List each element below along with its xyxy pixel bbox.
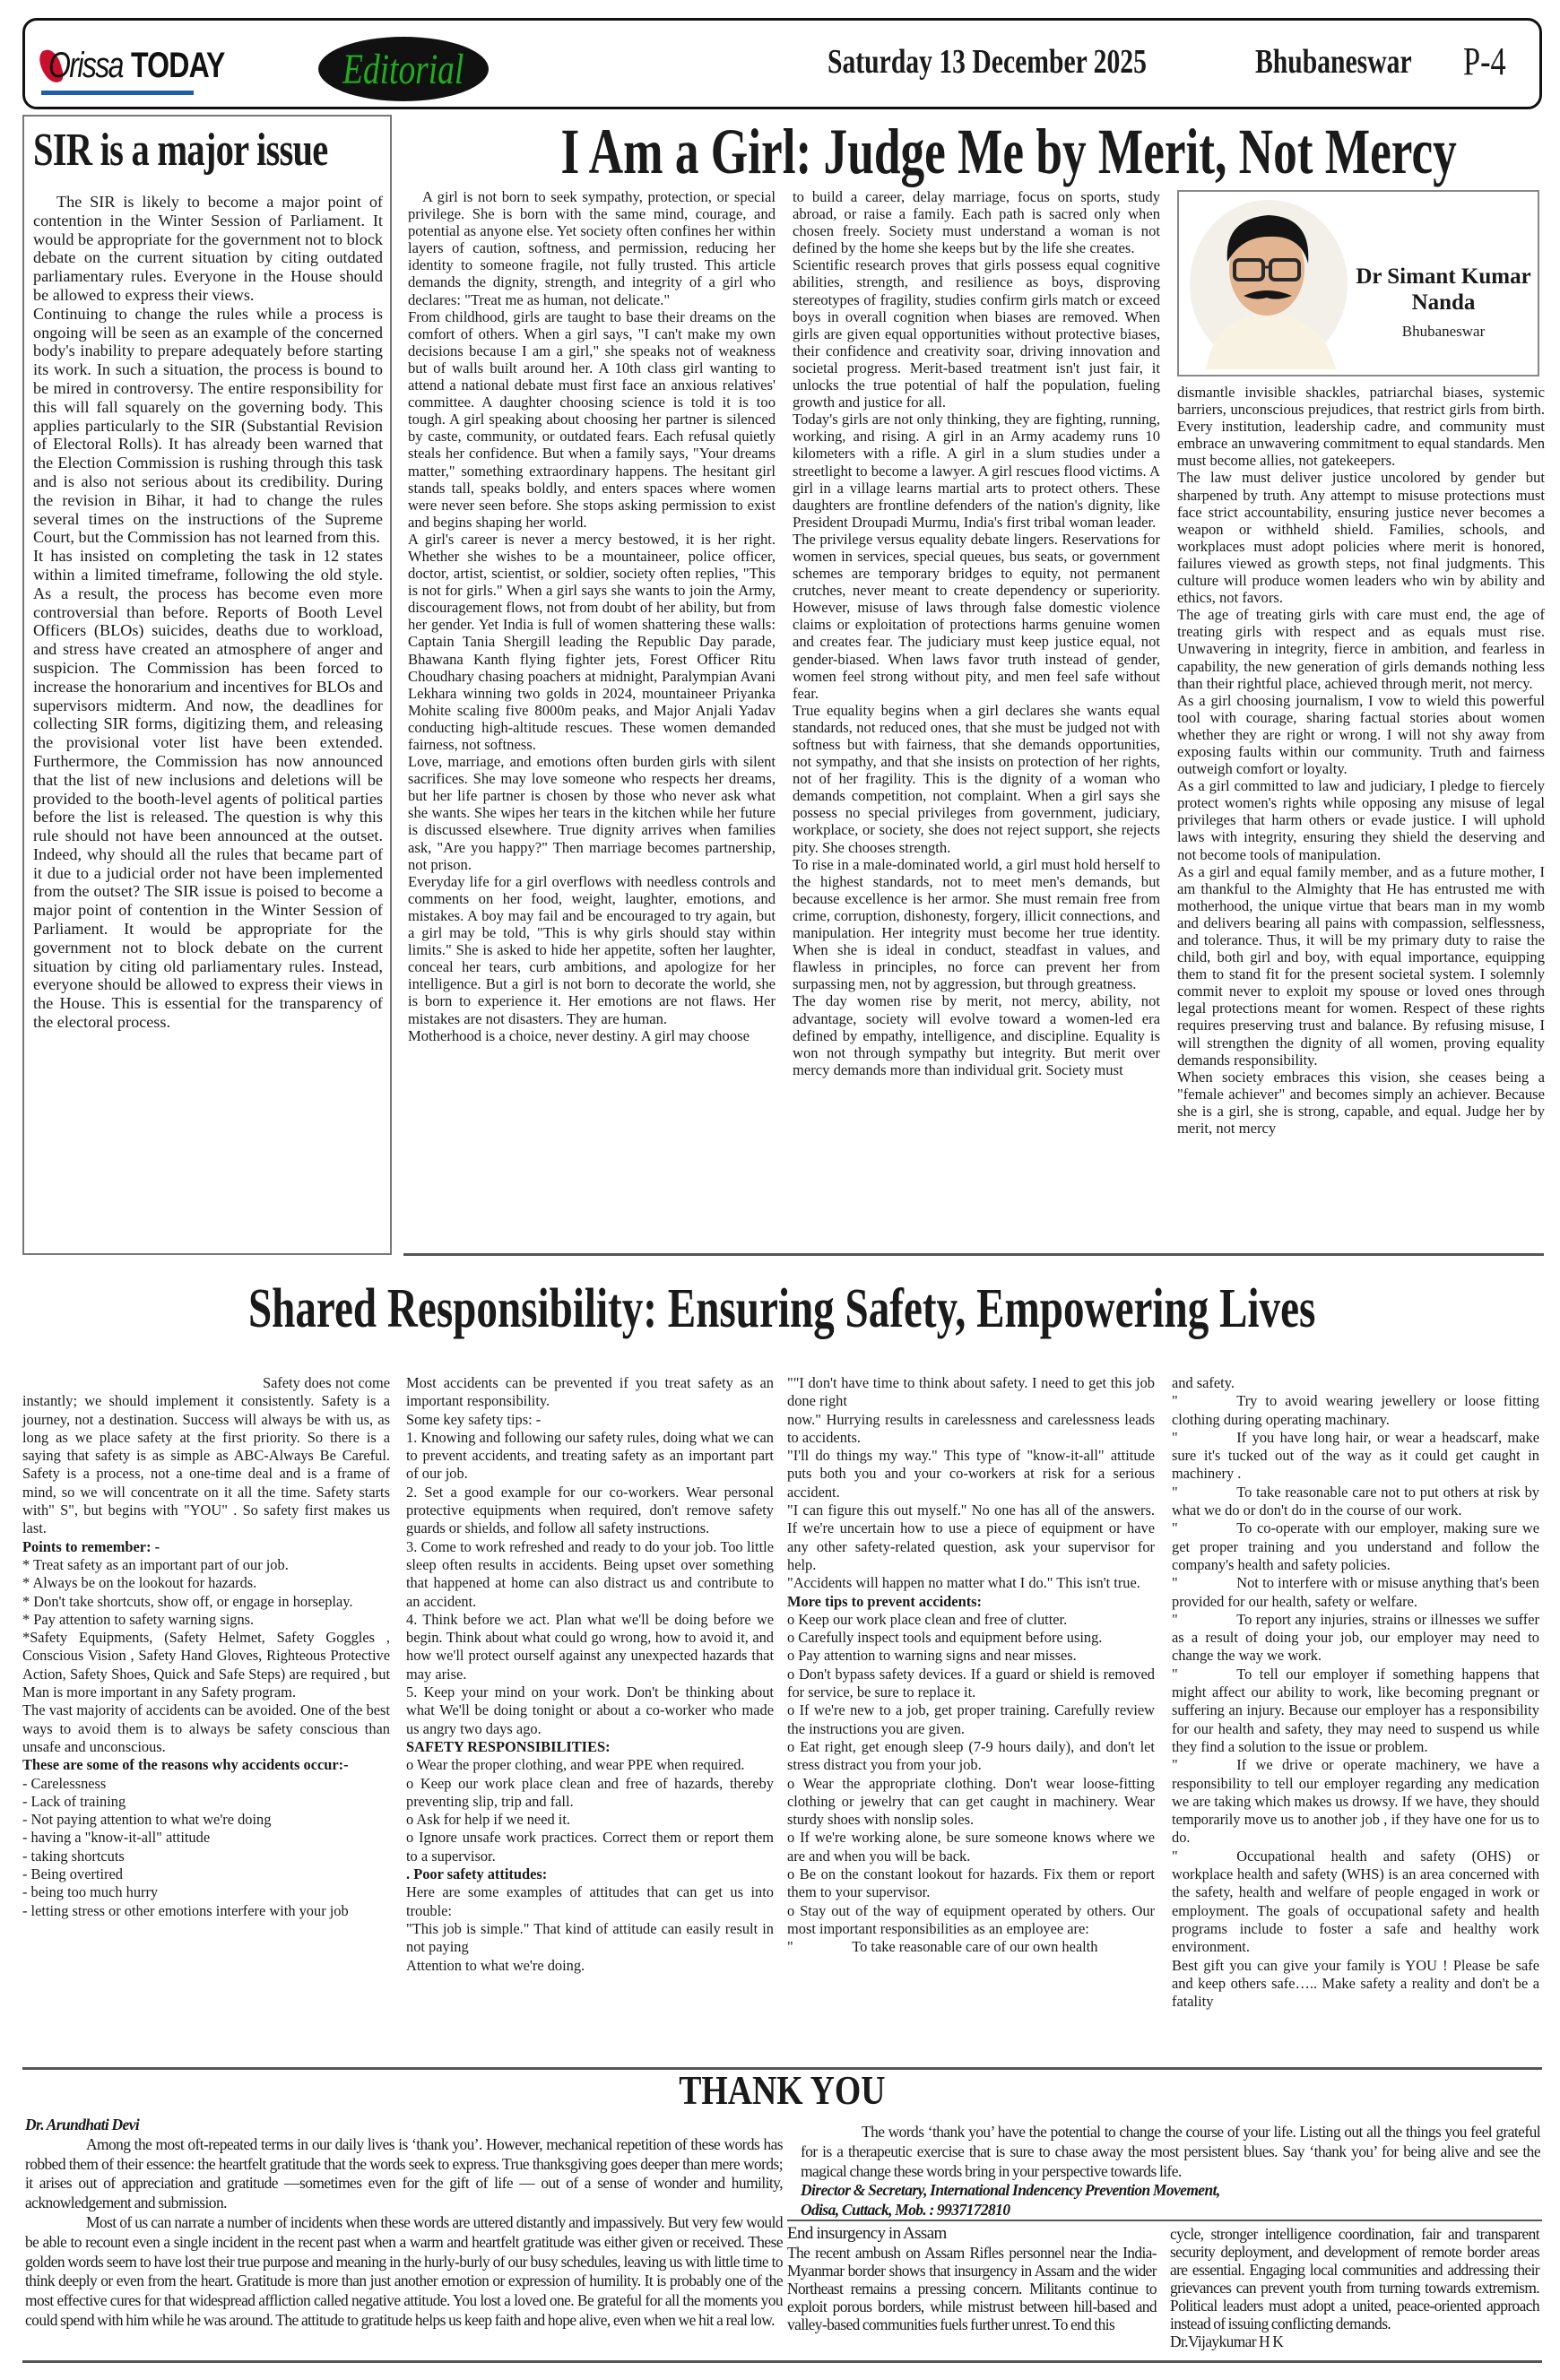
paragraph: From childhood, girls are taught to base their dreams on the comfort of others. When a girl says, "I can't make my own decisions because I am a girl," she speaks not of weakness but of walls built around her. A 10th class girl wanting to attend a national debate must first face an anxious relatives' committee. A daughter choosing science is told it is too tough. A girl speaking about choosing her partner is silenced by caste, community, or outdated fears. Each refusal quietly steals her confidence. But when a family says, "Your dreams matter," something extraordinary happens. The hesitant girl stands tall, speaks boldly, and enters spaces where women were never seen before. She stops asking permission to exist and begins shaping her world.: [408, 307, 776, 531]
letter-column-2: [1170, 2225, 1539, 2350]
paragraph: A girl's career is never a mercy bestowed, it is her right. Whether she wishes to be a mountaineer, police officer, doctor, artist, scientist, or soldier, society often replies, "This is not for girls." When a girl says she wants to join the Army, discouragement flows, not from doubt of her ability, but from her gender. Yet India is full of women shattering these walls: Captain Tania Shergill leading the Republic Day parade, Bhawana Kanth flying fighter jets, Forest Officer Ritu Choudhary chasing poachers at midnight, Paralympian Avani Lekhara winning two golds in 2024, mountaineer Priyanka Mohite scaling five 8000m peaks, and Major Anjali Yadav conducting high-altitude rescues. These women demanded fairness, not softness.: [408, 530, 776, 753]
author-credit: Director & Secretary, International Indencency Prevention Movement,: [801, 2181, 1220, 2200]
safety-column-1: [22, 1374, 390, 1920]
paragraph: - Carelessness: [22, 1774, 107, 1792]
thankyou-body-left: [25, 2135, 783, 2331]
safety-column-2: [406, 1374, 774, 1975]
paragraph: - taking shortcuts: [22, 1847, 125, 1865]
paragraph: It has insisted on completing the task in 12 states within a limited timeframe, following the old style. As a result, the process has become even more controversial than before. Reports of Booth Level Officers (BLOs) suicides, deaths due to workload, and stress have created an atmosphere of anger and suspicion. The Commission has been forced to increase the honorarium and incentives for BLOs and supervisors midterm. And now, the deadlines for collecting SIR forms, digitizing them, and releasing the provisional voter list have been extended. Furthermore, the Commission has now announced that the list of new inclusions and deletions will be provided to the booth-level agents of political parties before the list is released. The question is why this rule should not have been announced at the outset. Indeed, why should all the rules that became part of it due to a judicial order not have been implemented from the outset? The SIR issue is poised to become a major point of contention in the Winter Session of Parliament. It would be appropriate for the government not to block debate on the current situation by citing old parliamentary rules. Instead, everyone should be allowed to express their views in the House. This is essential for the transparency of the electoral process.: [33, 547, 383, 1032]
section-badge: [318, 37, 489, 101]
paragraph: o Ask for help if we need it.: [406, 1811, 570, 1829]
author-name: Dr Simant Kumar Nanda: [1356, 264, 1531, 315]
paragraph: * Always be on the lookout for hazards.: [22, 1574, 257, 1592]
paragraph: dismantle invisible shackles, patriarchal biases, systemic barriers, unconscious prejudices, that restrict girls from birth. Every institution, leadership cadre, and community must embrace an unwavering commitment to equal standards. Men must become allies, not gatekeepers.: [1177, 384, 1545, 470]
paragraph: o Be on the constant lookout for hazards. Fix them or report them to your supervisor.: [787, 1865, 1155, 1901]
paragraph: 4. Think before we act. Plan what we'll be doing before we begin. Think about what could go wrong, how to avoid it, and how we'll protect ourself against any unexpected hazards that may arise.: [406, 1610, 774, 1683]
divider: [22, 2360, 1542, 2363]
paragraph: The SIR is likely to become a major point of contention in the Winter Session of Parliament. It would be appropriate for the government not to block debate on the current situation by citing outdated parliamentary rules. Everyone in the House should be allowed to express their views.: [33, 193, 383, 304]
paragraph: * Don't take shortcuts, show off, or engage in horseplay.: [22, 1592, 353, 1610]
paragraph: ""I don't have time to think about safety. I need to get this job done right: [787, 1374, 1155, 1410]
paragraph: The vast majority of accidents can be avoided. One of the best ways to avoid them is to always be safety conscious than unsafe and unconscious.: [22, 1701, 390, 1755]
letter-column-1: [787, 2225, 1157, 2333]
author-contact: Odisa, Cuttack, Mob. : 9937172810: [801, 2201, 1010, 2220]
paragraph: - Lack of training: [22, 1792, 126, 1810]
paragraph: " Try to avoid wearing jewellery or loose fitting clothing during operating machinary.: [1172, 1392, 1539, 1428]
paragraph: "I'll do things my way." This type of "know-it-all" attitude puts both you and your co-workers at risk for a serious accident.: [787, 1447, 1155, 1501]
paragraph: - letting stress or other emotions interfere with your job: [22, 1901, 349, 1919]
paragraph: " If you have long hair, or wear a headscarf, make sure it's tucked out of the way as it could get caught in machinery .: [1172, 1428, 1539, 1483]
paragraph: o Carefully inspect tools and equipment before using.: [787, 1629, 1103, 1647]
paragraph: * Pay attention to safety warning signs.: [22, 1610, 255, 1628]
paragraph: "I can figure this out myself." No one has all of the answers. If we're uncertain how to use a piece of equipment or have any other safety-related question, ask your supervisor for help.: [787, 1502, 1155, 1573]
paragraph: Scientific research proves that girls possess equal cognitive abilities, strength, and resilience as boys, disproving stereotypes of fragility, studies confirm girls match or exceed boys in overall cognition when biases are removed. When girls are given equal opportunities without protective biases, their confidence and creativity soar, driving innovation and societal progress. Merit-based treatment isn't just fair, it unlocks the true potential of half the population, fueling growth and justice for all.: [793, 256, 1160, 411]
section-label: Editorial: [342, 45, 464, 93]
paragraph: - being too much hurry: [22, 1883, 159, 1901]
paragraph: o Wear the appropriate clothing. Don't wear loose-fitting clothing or jewelry that can get caught in machinery. Wear sturdy shoes with nonslip soles.: [787, 1774, 1155, 1829]
paragraph: 2. Set a good example for our co-workers. Wear personal protective equipments when required, don't remove safety guards or shields, and follow all safety instructions.: [406, 1483, 774, 1537]
paragraph: As a girl committed to law and judiciary, I pledge to fiercely protect women's rights while opposing any misuse of legal privileges that harm others or evade justice. I will uphold laws with integrity, ensuring they shield the deserving and not become tools of manipulation.: [1177, 777, 1545, 863]
paragraph: Attention to what we're doing.: [406, 1956, 585, 1974]
paragraph: " Occupational health and safety (OHS) or workplace health and safety (WHS) is an area concerned with the safety, health and welfare of people engaged in work or employment. The goals of occupational safety and health programs include to foster a safe and healthy work environment.: [1172, 1847, 1539, 1956]
paragraph: Motherhood is a choice, never destiny. A girl may choose: [408, 1026, 750, 1044]
paragraph: o Ignore unsafe work practices. Correct them or report them to a supervisor.: [406, 1829, 774, 1865]
paragraph: " To co-operate with our employer, making sure we get proper training and you understand and follow the company's health and safety policies.: [1172, 1519, 1539, 1573]
sir-editorial: [22, 115, 392, 1255]
paragraph: Love, marriage, and emotions often burden girls with silent sacrifices. She may love someone who respects her dreams, but her life partner is chosen by those who never ask what she wants. She wipes her tears in the kitchen while her future is discussed elsewhere. True dignity arrives when families ask, "Are you happy?" Then marriage becomes partnership, not prison.: [408, 753, 776, 873]
paragraph: As a girl and equal family member, and as a future mother, I am thankful to the Almighty that He has entrusted me with motherhood, the unique virtue that bears man in my womb and delivers bearing all pains with compassion, selflessness, and tolerance. Thus, it will be my primary duty to raise the child, both girl and boy, with equal importance, equipping them to stand fit for the present societal system. I solemnly commit never to exploit my spouse or loved ones through legal protections meant for women. Respect of these rights requires preserving trust and balance. By refusing misuse, I will strengthen the dignity of all women, proving equality demands responsibility.: [1177, 862, 1545, 1069]
paragraph: Some key safety tips: -: [406, 1410, 542, 1428]
paragraph: The words ‘thank you’ have the potential to change the course of your life. Listing out all the things you feel grateful for is a therapeutic exercise that is sure to chase away the most persistent blues. Say ‘thank you’ for being alive and see the magical change these words bring in your perspective towards life.: [801, 2123, 1540, 2180]
paragraph: Most accidents can be prevented if you treat safety as an important responsibility.: [406, 1374, 774, 1410]
paragraph: - having a "know-it-all" attitude: [22, 1829, 211, 1847]
paragraph: "Accidents will happen no matter what I do." This isn't true.: [787, 1574, 1140, 1592]
paragraph: o Don't bypass safety devices. If a guard or shield is removed for service, be sure to replace it.: [787, 1665, 1155, 1701]
paragraph: o Eat right, get enough sleep (7-9 hours daily), and don't let stress distract you from your job.: [787, 1737, 1155, 1774]
paragraph: Everyday life for a girl overflows with needless controls and comments on her food, weight, laughter, emotions, and mistakes. A boy may fail and be encouraged to try again, but a girl may be told, "This is why girls should stay within limits." She is asked to hide her appetite, soften her laughter, conceal her tears, curb ambitions, and apologize for her intelligence. But a girl is not born to decorate the world, she is born to experience it. Her emotions are not flaws. Her mistakes are not disasters. They are human.: [408, 872, 776, 1027]
paragraph: * Treat safety as an important part of our job.: [22, 1555, 289, 1573]
paragraph: o If we're working alone, be sure someone knows where we are and when you will be back.: [787, 1829, 1155, 1865]
letter-body: cycle, stronger intelligence coordination, fair and transparent security deployment, and development of remote border areas are essential. Engaging local communities and addressing their grievances can prevent youth from turning towards extremism. Political leaders must adopt a united, peace-oriented approach instead of issuing conflicting demands.: [1170, 2225, 1539, 2332]
headline-text: THANK YOU: [679, 2067, 886, 2113]
paragraph: 3. Come to work refreshed and ready to do your job. Too little sleep often results in accidents. Being upset over something that happened at home can also distract us and contribute to an accident.: [406, 1537, 774, 1610]
paragraph: o Wear the proper clothing, and wear PPE when required.: [406, 1756, 745, 1774]
paragraph: True equality begins when a girl declares she wants equal standards, not reduced ones, that she must be judged not with softness but with fairness, that she demands opportunities, not sympathy, and that she insists on protection of her rights, not of her fragility. This is the dignity of a woman who demands competition, not complaint. When a girl says she possess no special privileges from government, judiciary, workplace, or society, she does not reject support, she rejects pity. She chooses strength.: [793, 701, 1160, 856]
paragraph: to build a career, delay marriage, focus on sports, study abroad, or raise a family. Each path is sacred only when chosen freely. Society must understand a woman is not defined by the home she keeps but by the life she creates.: [793, 188, 1160, 257]
safety-column-4: [1172, 1374, 1539, 2011]
headline-text: Shared Responsibility: Ensuring Safety, Empowering Lives: [248, 1278, 1316, 1339]
paragraph: - Not paying attention to what we're doing: [22, 1811, 272, 1829]
paragraph: o Pay attention to warning signs and near misses.: [787, 1647, 1077, 1665]
headline-text: I Am a Girl: Judge Me by Merit, Not Mercy: [560, 116, 1457, 187]
logo-bar: [41, 91, 194, 95]
paragraph: " To report any injuries, strains or illnesses we suffer as a result of doing your job, our employer may need to change the way we work.: [1172, 1610, 1539, 1665]
paragraph: Continuing to change the rules while a process is ongoing will be seen as an example of the concerned body's inability to prepare adequately before starting its work. In such a situation, the process is bound to be mired in controversy. The entire responsibility for this will fall squarely on the governing body. This applies particularly to the SIR (Substantial Revision of Electoral Rolls). It has already been warned that the Election Commission is rushing through this task and is also not serious about its credibility. During the revision in Bihar, it had to change the rules several times on the instructions of the Supreme Court, but the Commission has not learned from this.: [33, 304, 383, 547]
subheading: These are some of the reasons why accidents occur:-: [22, 1756, 349, 1774]
paragraph: The privilege versus equality debate lingers. Reservations for women in services, special queues, bus seats, or government schemes are temporary bridges to equity, not permanent crutches, never meant to create dependency or superiority. However, misuse of laws through false domestic violence claims or exploitation of protections harms genuine women and creates fear. The judiciary must keep justice equal, not gender-biased. When laws favor truth instead of gender, women feel strong without pity, and men feel safe without fear.: [793, 530, 1160, 702]
paragraph: o Keep our work place clean and free of hazards, thereby preventing slip, trip and fall.: [406, 1774, 774, 1810]
paragraph: o Keep our work place clean and free of clutter.: [787, 1610, 1068, 1628]
logo-text-today: TODAY: [131, 46, 225, 85]
divider: [403, 1253, 1544, 1256]
subheading: More tips to prevent accidents:: [787, 1592, 982, 1610]
paragraph: Safety does not come instantly; we should implement it consistently. Safety is a journey, not a destination. Success will always be with us, as long as we place safety at the first priority. So there is a saying that safety is as simple as ABC-Always Be Careful. Safety is a process, not a one-time deal and is a frame of mind, so we will concentrate on it all the time. Safety starts with" S", but begins with "YOU" . So safety first makes us last.: [22, 1374, 390, 1537]
paragraph: o Stay out of the way of equipment operated by others. Our most important responsibilities as an employee are:: [787, 1901, 1155, 1937]
paragraph: now." Hurrying results in carelessness and carelessness leads to accidents.: [787, 1410, 1155, 1446]
thankyou-body-right: [801, 2123, 1540, 2181]
masthead: [22, 18, 1542, 109]
author-location: Bhubaneswar: [1401, 323, 1486, 340]
paragraph: When society embraces this vision, she ceases being a "female achiever" and becomes simply an achiever. Because she is a girl, she is strong, capable, and equal. Judge her by merit, not mercy: [1177, 1068, 1545, 1138]
paragraph: " To tell our employer if something happens that might affect our ability to work, like becoming pregnant or suffering an injury. Because our employer has a responsibility for our health and safety, they may need to suspend us while they find a solution to the issue or problem.: [1172, 1665, 1539, 1755]
divider: [787, 2220, 1542, 2221]
girl-article-column-1: [408, 188, 776, 1044]
paragraph: 5. Keep your mind on your work. Don't be thinking about what We'll be doing tonight or about a co-worker who made us angry two days ago.: [406, 1683, 774, 1737]
paragraph: *Safety Equipments, (Safety Helmet, Safety Goggles , Conscious Vision , Safety Hand Gloves, Righteous Protective Action, Safety Shoes, Quick and Safe Steps) are required , but Man is more important in any Safety program.: [22, 1629, 390, 1701]
letter-signature: Dr.Vijaykumar H K: [1170, 2332, 1284, 2350]
issue-date: Saturday 13 December 2025: [828, 43, 1147, 81]
edition-city: Bhubaneswar: [1255, 43, 1412, 81]
paragraph: Among the most oft-repeated terms in our daily lives is ‘thank you’. However, mechanical repetition of these words has robbed them of their essence: the heartfelt gratitude that the words seek to express. True thanksgiving goes deeper than mere words; it arises out of appreciation and gratitude —sometimes even for the gift of life — out of a sense of wonder and humility, acknowledgement and submission.: [25, 2134, 783, 2212]
thankyou-headline: [22, 2066, 1542, 2114]
paragraph: The age of treating girls with care must end, the age of treating girls with respect and as equals must rise. Unwavering in integrity, fierce in ambition, and fearless in capability, the new generation of girls demands nothing less than their rightful place, achieved through merit, not mercy.: [1177, 606, 1545, 692]
byline: Dr. Arundhati Devi: [25, 2116, 140, 2133]
paragraph: " Not to interfere with or misuse anything that's been provided for our health, safety or welfare.: [1172, 1574, 1539, 1610]
paragraph: and safety.: [1172, 1374, 1235, 1391]
thankyou-left: [25, 2116, 783, 2331]
paragraph: To rise in a male-dominated world, a girl must hold herself to the highest standards, not to meet men's demands, but because excellence is her armor. She must remain free from crime, corruption, dishonesty, forgery, illicit connections, and manipulation. Her integrity must become her true identity. When she is ideal in conduct, steadfast in values, and flawless in principles, no force can prevent her from surpassing men, not by aggression, but through greatness.: [793, 855, 1160, 993]
safety-column-3: [787, 1374, 1155, 1957]
paragraph: o If we're new to a job, get proper training. Carefully review the instructions you are given.: [787, 1701, 1155, 1737]
girl-article-column-3: [1177, 384, 1545, 1137]
girl-article-headline: [403, 115, 1542, 189]
subheading: SAFETY RESPONSIBILITIES:: [406, 1737, 611, 1755]
girl-article-column-2: [793, 188, 1160, 1078]
paragraph: - Being overtired: [22, 1865, 123, 1883]
paragraph: "This job is simple." That kind of attitude can easily result in not paying: [406, 1919, 774, 1956]
author-box: [1177, 190, 1539, 376]
paragraph: " To take reasonable care not to put others at risk by what we do or don't do in the course of our work.: [1172, 1483, 1539, 1519]
paragraph: 1. Knowing and following our safety rules, doing what we can to prevent accidents, and treating safety as an important part of our job.: [406, 1428, 774, 1483]
paragraph: Most of us can narrate a number of incidents when these words are uttered distantly and impassively. But very few would be able to recount even a single incident in the recent past when a warm and heartfelt gratitude was either given or received. These golden words seem to have lost their true purpose and meaning in the hurly-burly of our busy schedules, leaving us with little time to think deeply or even from the heart. Gratitude is more than just another emotion or expression of humility. It is probably one of the most effective cures for that widespread affliction called negative attitude. You lost a loved one. Be grateful for all the moments you could spend with him while he was around. The attitude to gratitude helps us keep faith and hope alive, even when we hit a real low.: [25, 2212, 783, 2329]
subheading: Points to remember: -: [22, 1537, 160, 1555]
logo-text-orissa: Orissa: [48, 46, 123, 85]
paragraph: The day women rise by merit, not mercy, ability, not advantage, society will evolve toward a women-led era defined by empathy, intelligence, and discipline. Equality is won not through sympathy but integrity. But merit over mercy demands more than individual grit. Society must: [793, 992, 1160, 1078]
letter-body: The recent ambush on Assam Rifles personnel near the India-Myanmar border shows that insurgency in Assam and the wider Northeast remains a pressing concern. Militants continue to exploit porous borders, while mistrust between hill-based and valley-based communities fuels further unrest. To end this: [787, 2244, 1157, 2333]
author-photo: [1188, 199, 1349, 369]
page-number: P-4: [1463, 39, 1506, 83]
paragraph: " To take reasonable care of our own health: [787, 1938, 1098, 1956]
paragraph: Today's girls are not only thinking, they are fighting, running, working, and rising. A girl in an Army academy runs 10 kilometers with a rifle. A girl in a slum studies under a streetlight to become a lawyer. A girl rescues flood victims. A girl in a village learns martial arts to protect others. These daughters are frontline defenders of the nation's dignity, like President Droupadi Murmu, India's first tribal woman leader.: [793, 411, 1160, 531]
paragraph: Here are some examples of attitudes that can get us into trouble:: [406, 1883, 774, 1919]
sir-body: [33, 193, 383, 1032]
paragraph: A girl is not born to seek sympathy, protection, or special privilege. She is born with the same mind, courage, and potential as anyone else. Yet society often confines her within layers of caution, softness, and permission, reducing her identity to someone fragile, not fully trusted. This article demands the dignity, strength, and integrity of a girl who declares: "Treat me as human, not delicate.": [408, 188, 776, 308]
paragraph: Best gift you can give your family is YOU ! Please be safe and keep others safe….. Make safety a reality and don't be a fatality: [1172, 1956, 1539, 2011]
sir-headline: SIR is a major issue: [33, 125, 328, 176]
orissa-today-logo: [41, 46, 247, 100]
subheading: . Poor safety attitudes:: [406, 1865, 548, 1883]
thankyou-right: [801, 2123, 1540, 2220]
letter-title: End insurgency in Assam: [787, 2224, 947, 2243]
paragraph: The law must deliver justice uncolored by gender but sharpened by truth. Any attempt to misuse protections must face strict accountability, ensuring justice never becomes a weapon or withheld shield. Families, schools, and workplaces must adopt policies where merit is honored, failures viewed as growth steps, not final judgments. This culture will produce women leaders who win by ability and ethics, not favors.: [1177, 469, 1545, 607]
safety-article-headline: [22, 1277, 1542, 1341]
paragraph: " If we drive or operate machinery, we have a responsibility to tell our employer regarding any medication we are taking which makes us drowsy. If we have, they should temporarily move us to another job , if they have one for us to do.: [1172, 1756, 1539, 1847]
paragraph: As a girl choosing journalism, I vow to wield this powerful tool with courage, sharing factual stories about women whether they are right or wrong. I will not shy away from exposing faults within our community. Truth and fairness outweigh comfort or loyalty.: [1177, 691, 1545, 778]
